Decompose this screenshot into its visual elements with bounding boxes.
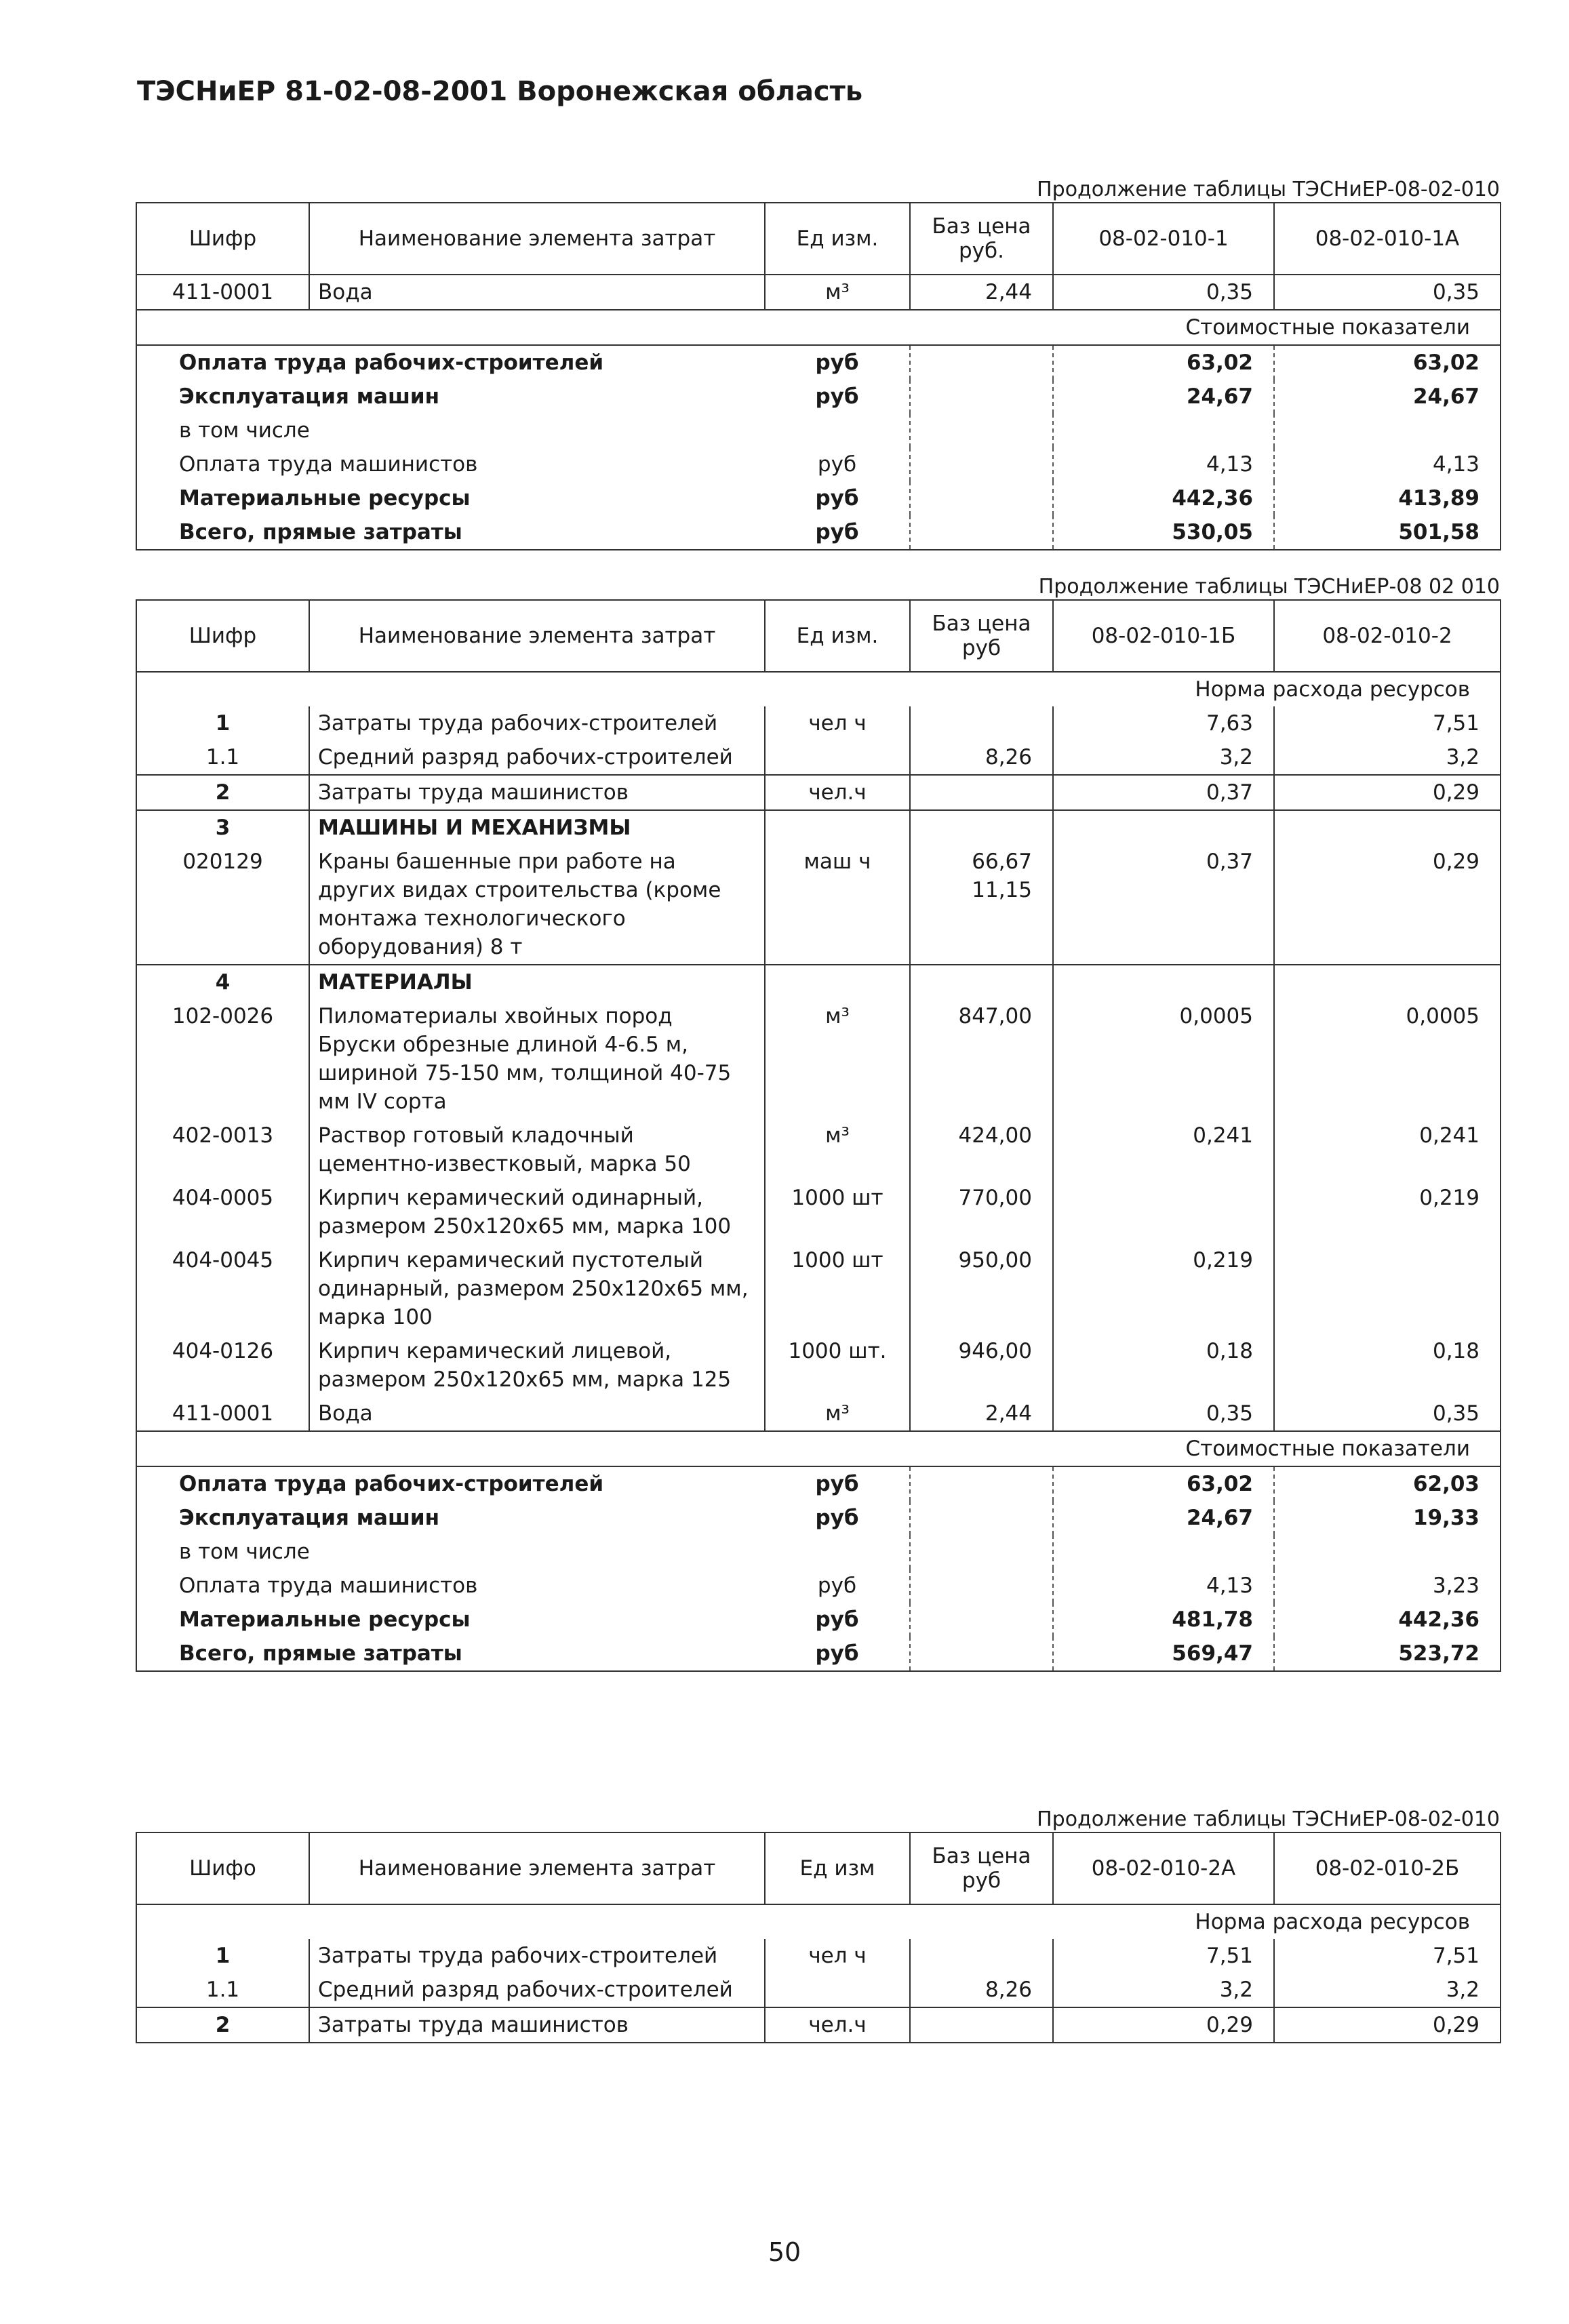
summary-value-b: 62,03 bbox=[1274, 1466, 1501, 1501]
document-title: ТЭСНиЕР 81-02-08-2001 Воронежская область bbox=[137, 76, 863, 107]
table2 bbox=[136, 599, 1501, 1672]
summary-value-a: 4,13 bbox=[1053, 447, 1274, 481]
summary-name: Эксплуатация машин bbox=[136, 1501, 765, 1535]
row-code: 1.1 bbox=[136, 1973, 309, 2007]
row-unit bbox=[765, 810, 910, 845]
summary-price bbox=[910, 380, 1053, 414]
row-name: Кирпич керамический лицевой, размером 250х120х65 мм, марка 125 bbox=[309, 1334, 765, 1397]
summary-row bbox=[136, 1603, 1501, 1637]
row-value-a bbox=[1053, 965, 1274, 999]
col-a-header: 08-02-010-2А bbox=[1053, 1832, 1274, 1904]
row-value-b: 3,2 bbox=[1274, 1973, 1501, 2007]
summary-value-b bbox=[1274, 1535, 1501, 1569]
summary-value-a: 63,02 bbox=[1053, 345, 1274, 380]
section-heading-row bbox=[136, 310, 1501, 345]
row-value-b: 0,241 bbox=[1274, 1119, 1501, 1181]
row-name: Затраты труда машинистов bbox=[309, 775, 765, 810]
row-value-b: 7,51 bbox=[1274, 706, 1501, 740]
summary-row bbox=[136, 515, 1501, 550]
col-name-header: Наименование элемента затрат bbox=[309, 600, 765, 672]
row-name: Вода bbox=[309, 1397, 765, 1431]
summary-name: в том числе bbox=[136, 414, 765, 447]
summary-value-a: 481,78 bbox=[1053, 1603, 1274, 1637]
summary-value-b bbox=[1274, 414, 1501, 447]
row-code: 404-0126 bbox=[136, 1334, 309, 1397]
summary-unit: руб bbox=[765, 1466, 910, 1501]
summary-name: Оплата труда машинистов bbox=[136, 1569, 765, 1603]
col-name-header: Наименование элемента затрат bbox=[309, 203, 765, 275]
row-unit bbox=[765, 1973, 910, 2007]
summary-name: Оплата труда рабочих-строителей bbox=[136, 345, 765, 380]
summary-row bbox=[136, 1569, 1501, 1603]
summary-value-a: 442,36 bbox=[1053, 481, 1274, 515]
row-value-a: 0,35 bbox=[1053, 275, 1274, 310]
row-value-b: 0,18 bbox=[1274, 1334, 1501, 1397]
row-code: 4 bbox=[136, 965, 309, 999]
row-name: Средний разряд рабочих-строителей bbox=[309, 1973, 765, 2007]
summary-value-b: 501,58 bbox=[1274, 515, 1501, 550]
row-code: 3 bbox=[136, 810, 309, 845]
summary-unit: руб bbox=[765, 1603, 910, 1637]
row-price: 847,00 bbox=[910, 999, 1053, 1119]
row-price: 8,26 bbox=[910, 1973, 1053, 2007]
table-row bbox=[136, 1397, 1501, 1431]
row-price bbox=[910, 1939, 1053, 1973]
table3 bbox=[136, 1832, 1501, 2043]
summary-price bbox=[910, 1603, 1053, 1637]
table-row bbox=[136, 999, 1501, 1119]
summary-row bbox=[136, 1535, 1501, 1569]
table-row bbox=[136, 965, 1501, 999]
summary-name: Эксплуатация машин bbox=[136, 380, 765, 414]
summary-name: Оплата труда машинистов bbox=[136, 447, 765, 481]
row-value-a: 3,2 bbox=[1053, 1973, 1274, 2007]
section-heading-row bbox=[136, 1904, 1501, 1939]
section-heading: Стоимостные показатели bbox=[136, 310, 1501, 345]
row-price: 2,44 bbox=[910, 275, 1053, 310]
summary-unit: руб bbox=[765, 1569, 910, 1603]
col-code-header: Шифр bbox=[136, 203, 309, 275]
row-unit: м³ bbox=[765, 999, 910, 1119]
summary-value-a: 4,13 bbox=[1053, 1569, 1274, 1603]
summary-price bbox=[910, 1466, 1053, 1501]
row-value-b: 0,29 bbox=[1274, 775, 1501, 810]
col-code-header: Шифо bbox=[136, 1832, 309, 1904]
table-row bbox=[136, 275, 1501, 310]
row-unit: чел ч bbox=[765, 706, 910, 740]
row-value-a: 0,35 bbox=[1053, 1397, 1274, 1431]
row-value-b bbox=[1274, 965, 1501, 999]
row-name: Краны башенные при работе на других видах строительства (кроме монтажа технологического оборудования) 8 т bbox=[309, 845, 765, 965]
summary-value-a bbox=[1053, 1535, 1274, 1569]
summary-value-b: 413,89 bbox=[1274, 481, 1501, 515]
summary-name: Всего, прямые затраты bbox=[136, 1637, 765, 1671]
summary-name: Оплата труда рабочих-строителей bbox=[136, 1466, 765, 1501]
row-price bbox=[910, 810, 1053, 845]
row-unit: чел ч bbox=[765, 1939, 910, 1973]
col-name-header: Наименование элемента затрат bbox=[309, 1832, 765, 1904]
summary-name: Материальные ресурсы bbox=[136, 481, 765, 515]
row-unit: 1000 шт bbox=[765, 1181, 910, 1243]
summary-price bbox=[910, 1501, 1053, 1535]
summary-price bbox=[910, 515, 1053, 550]
section-heading: Норма расхода ресурсов bbox=[136, 1904, 1501, 1939]
row-code: 1 bbox=[136, 706, 309, 740]
row-value-b: 0,0005 bbox=[1274, 999, 1501, 1119]
row-value-b: 0,29 bbox=[1274, 845, 1501, 965]
row-code: 1.1 bbox=[136, 740, 309, 775]
summary-row bbox=[136, 481, 1501, 515]
row-name: Затраты труда машинистов bbox=[309, 2007, 765, 2043]
row-name: Раствор готовый кладочный цементно-известковый, марка 50 bbox=[309, 1119, 765, 1181]
table-row bbox=[136, 2007, 1501, 2043]
row-name: Кирпич керамический одинарный, размером 250х120х65 мм, марка 100 bbox=[309, 1181, 765, 1243]
row-name: Вода bbox=[309, 275, 765, 310]
summary-value-b: 4,13 bbox=[1274, 447, 1501, 481]
row-code: 2 bbox=[136, 2007, 309, 2043]
summary-value-b: 63,02 bbox=[1274, 345, 1501, 380]
summary-value-a: 530,05 bbox=[1053, 515, 1274, 550]
summary-unit: руб bbox=[765, 380, 910, 414]
summary-row bbox=[136, 414, 1501, 447]
row-value-b: 0,219 bbox=[1274, 1181, 1501, 1243]
summary-row bbox=[136, 1466, 1501, 1501]
row-name: Средний разряд рабочих-строителей bbox=[309, 740, 765, 775]
summary-value-b: 442,36 bbox=[1274, 1603, 1501, 1637]
row-code: 404-0045 bbox=[136, 1243, 309, 1334]
row-value-b: 3,2 bbox=[1274, 740, 1501, 775]
row-code: 2 bbox=[136, 775, 309, 810]
summary-row bbox=[136, 380, 1501, 414]
summary-price bbox=[910, 1637, 1053, 1671]
summary-value-a bbox=[1053, 414, 1274, 447]
section-heading: Стоимостные показатели bbox=[136, 1431, 1501, 1466]
summary-name: Материальные ресурсы bbox=[136, 1603, 765, 1637]
col-unit-header: Ед изм bbox=[765, 1832, 910, 1904]
row-unit bbox=[765, 965, 910, 999]
summary-price bbox=[910, 1569, 1053, 1603]
table3-continuation: Продолжение таблицы ТЭСНиЕР-08-02-010 bbox=[1037, 1807, 1500, 1831]
row-unit: маш ч bbox=[765, 845, 910, 965]
row-value-a: 0,0005 bbox=[1053, 999, 1274, 1119]
col-unit-header: Ед изм. bbox=[765, 203, 910, 275]
row-value-b: 0,29 bbox=[1274, 2007, 1501, 2043]
row-code: 102-0026 bbox=[136, 999, 309, 1119]
row-unit bbox=[765, 740, 910, 775]
summary-name: в том числе bbox=[136, 1535, 765, 1569]
row-value-a bbox=[1053, 1181, 1274, 1243]
row-value-b bbox=[1274, 1243, 1501, 1334]
section-heading-row bbox=[136, 1431, 1501, 1466]
row-name: Затраты труда рабочих-строителей bbox=[309, 706, 765, 740]
col-b-header: 08-02-010-2Б bbox=[1274, 1832, 1501, 1904]
summary-price bbox=[910, 1535, 1053, 1569]
summary-value-a: 63,02 bbox=[1053, 1466, 1274, 1501]
row-value-b: 0,35 bbox=[1274, 275, 1501, 310]
row-price: 2,44 bbox=[910, 1397, 1053, 1431]
row-price: 950,00 bbox=[910, 1243, 1053, 1334]
summary-price bbox=[910, 345, 1053, 380]
table1 bbox=[136, 202, 1501, 550]
row-code: 020129 bbox=[136, 845, 309, 965]
summary-unit bbox=[765, 1535, 910, 1569]
table2-continuation: Продолжение таблицы ТЭСНиЕР-08 02 010 bbox=[1038, 575, 1500, 599]
summary-price bbox=[910, 447, 1053, 481]
col-b-header: 08-02-010-2 bbox=[1274, 600, 1501, 672]
col-price-header: Баз цена руб bbox=[910, 600, 1053, 672]
col-price-header: Баз цена руб. bbox=[910, 203, 1053, 275]
row-value-a: 0,37 bbox=[1053, 775, 1274, 810]
row-code: 411-0001 bbox=[136, 275, 309, 310]
row-value-a: 0,29 bbox=[1053, 2007, 1274, 2043]
col-a-header: 08-02-010-1Б bbox=[1053, 600, 1274, 672]
summary-value-b: 19,33 bbox=[1274, 1501, 1501, 1535]
row-name: МАТЕРИАЛЫ bbox=[309, 965, 765, 999]
summary-unit: руб bbox=[765, 515, 910, 550]
summary-unit: руб bbox=[765, 345, 910, 380]
row-value-a: 0,241 bbox=[1053, 1119, 1274, 1181]
row-unit: чел.ч bbox=[765, 775, 910, 810]
summary-value-b: 523,72 bbox=[1274, 1637, 1501, 1671]
row-value-a: 0,37 bbox=[1053, 845, 1274, 965]
row-name: МАШИНЫ И МЕХАНИЗМЫ bbox=[309, 810, 765, 845]
section-heading-row bbox=[136, 672, 1501, 706]
row-unit: м³ bbox=[765, 1397, 910, 1431]
summary-unit: руб bbox=[765, 481, 910, 515]
row-value-a: 7,51 bbox=[1053, 1939, 1274, 1973]
col-code-header: Шифр bbox=[136, 600, 309, 672]
table-row bbox=[136, 1973, 1501, 2007]
page-number: 50 bbox=[768, 2237, 801, 2267]
summary-unit: руб bbox=[765, 1501, 910, 1535]
row-value-a: 3,2 bbox=[1053, 740, 1274, 775]
table-row bbox=[136, 1939, 1501, 1973]
summary-unit: руб bbox=[765, 1637, 910, 1671]
row-price bbox=[910, 965, 1053, 999]
summary-unit bbox=[765, 414, 910, 447]
row-value-a bbox=[1053, 810, 1274, 845]
table-row bbox=[136, 1243, 1501, 1334]
row-value-a: 0,18 bbox=[1053, 1334, 1274, 1397]
row-name: Кирпич керамический пустотелый одинарный, размером 250х120х65 мм, марка 100 bbox=[309, 1243, 765, 1334]
summary-value-a: 24,67 bbox=[1053, 1501, 1274, 1535]
summary-value-a: 24,67 bbox=[1053, 380, 1274, 414]
row-unit: м³ bbox=[765, 1119, 910, 1181]
col-a-header: 08-02-010-1 bbox=[1053, 203, 1274, 275]
table1-continuation: Продолжение таблицы ТЭСНиЕР-08-02-010 bbox=[1037, 178, 1500, 201]
table-row bbox=[136, 706, 1501, 740]
row-name: Затраты труда рабочих-строителей bbox=[309, 1939, 765, 1973]
row-price bbox=[910, 775, 1053, 810]
summary-row bbox=[136, 447, 1501, 481]
row-value-b: 7,51 bbox=[1274, 1939, 1501, 1973]
summary-value-a: 569,47 bbox=[1053, 1637, 1274, 1671]
row-price: 8,26 bbox=[910, 740, 1053, 775]
summary-row bbox=[136, 345, 1501, 380]
row-price bbox=[910, 706, 1053, 740]
row-value-b: 0,35 bbox=[1274, 1397, 1501, 1431]
row-code: 402-0013 bbox=[136, 1119, 309, 1181]
row-price: 424,00 bbox=[910, 1119, 1053, 1181]
summary-value-b: 24,67 bbox=[1274, 380, 1501, 414]
table-row bbox=[136, 775, 1501, 810]
row-price bbox=[910, 2007, 1053, 2043]
summary-price bbox=[910, 414, 1053, 447]
table-row bbox=[136, 1119, 1501, 1181]
col-b-header: 08-02-010-1А bbox=[1274, 203, 1501, 275]
table-row bbox=[136, 1181, 1501, 1243]
row-price: 66,67 11,15 bbox=[910, 845, 1053, 965]
row-unit: м³ bbox=[765, 275, 910, 310]
row-value-a: 7,63 bbox=[1053, 706, 1274, 740]
summary-row bbox=[136, 1637, 1501, 1671]
col-price-header: Баз цена руб bbox=[910, 1832, 1053, 1904]
row-price: 770,00 bbox=[910, 1181, 1053, 1243]
row-value-a: 0,219 bbox=[1053, 1243, 1274, 1334]
summary-row bbox=[136, 1501, 1501, 1535]
row-unit: чел.ч bbox=[765, 2007, 910, 2043]
row-value-b bbox=[1274, 810, 1501, 845]
row-code: 1 bbox=[136, 1939, 309, 1973]
summary-name: Всего, прямые затраты bbox=[136, 515, 765, 550]
summary-unit: руб bbox=[765, 447, 910, 481]
table-row bbox=[136, 1334, 1501, 1397]
row-unit: 1000 шт bbox=[765, 1243, 910, 1334]
table-row bbox=[136, 740, 1501, 775]
table-row bbox=[136, 845, 1501, 965]
row-price: 946,00 bbox=[910, 1334, 1053, 1397]
table-row bbox=[136, 810, 1501, 845]
row-code: 404-0005 bbox=[136, 1181, 309, 1243]
row-name: Пиломатериалы хвойных пород Бруски обрезные длиной 4-6.5 м, шириной 75-150 мм, толщиной 40-75 мм IV сорта bbox=[309, 999, 765, 1119]
section-heading: Норма расхода ресурсов bbox=[136, 672, 1501, 706]
summary-price bbox=[910, 481, 1053, 515]
col-unit-header: Ед изм. bbox=[765, 600, 910, 672]
row-unit: 1000 шт. bbox=[765, 1334, 910, 1397]
row-code: 411-0001 bbox=[136, 1397, 309, 1431]
summary-value-b: 3,23 bbox=[1274, 1569, 1501, 1603]
